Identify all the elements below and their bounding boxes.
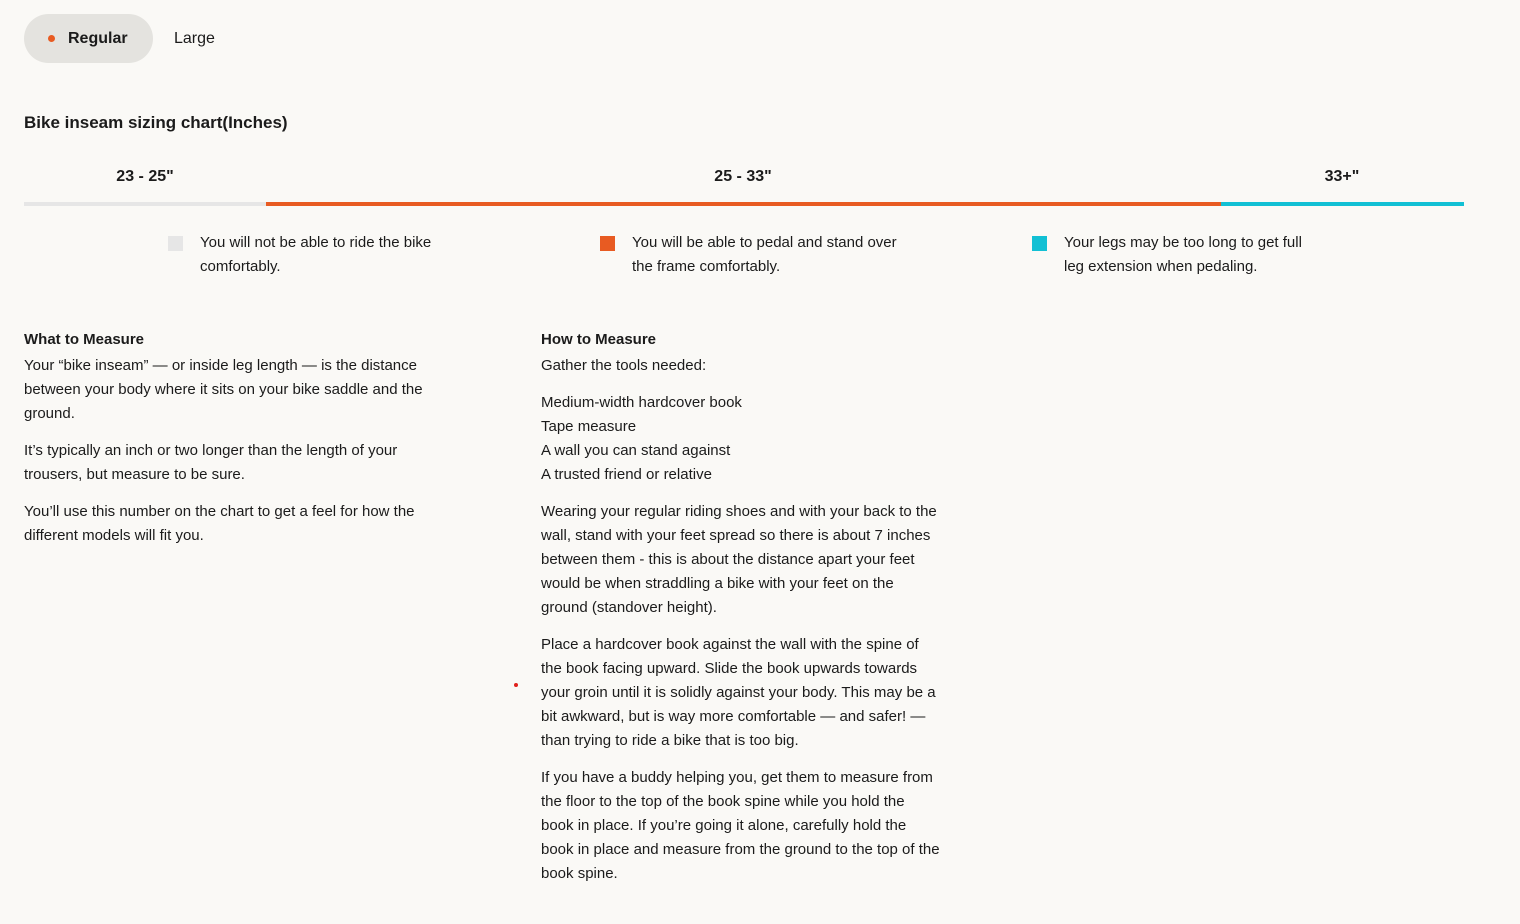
range-label-fit: 25 - 33" (714, 168, 772, 185)
legend-item-long (1032, 231, 1332, 279)
selected-dot-icon (48, 35, 55, 42)
legend-swatch-orange (600, 236, 615, 251)
legend-swatch-cyan (1032, 236, 1047, 251)
how-to-measure-section (541, 330, 941, 899)
range-segment-long (1221, 202, 1464, 206)
size-option-label: Regular (68, 29, 128, 47)
legend-item-fit (600, 231, 900, 279)
legend-text: Your legs may be too long to get full leg extension when pedaling. (1064, 234, 1302, 275)
legend-text: You will be able to pedal and stand over the frame comfortably. (632, 234, 897, 275)
how-to-measure-heading: How to Measure (541, 331, 657, 348)
range-bar (24, 202, 1464, 206)
range-label-long: 33+" (1324, 168, 1360, 185)
size-option-large[interactable] (161, 14, 237, 63)
what-to-measure-section (24, 330, 429, 561)
how-to-measure-step: Wearing your regular riding shoes and with your back to the wall, stand with your feet spread so there is about 7 inches between them - this is about the distance apart your feet would be when straddling a bike with your feet on the ground (standover height). (541, 503, 937, 616)
size-option-regular[interactable] (24, 14, 153, 63)
how-to-measure-step: If you have a buddy helping you, get them to measure from the floor to the top of the book spine while you hold the book in place. If you’re going it alone, carefully hold the book in place and measure from the ground to the top of the book spine. (541, 769, 940, 882)
tool-item: A wall you can stand against (541, 442, 731, 459)
tool-item: Medium-width hardcover book (541, 394, 742, 411)
cursor-dot-icon (514, 683, 518, 687)
tool-item: A trusted friend or relative (541, 466, 712, 483)
what-to-measure-paragraph: You’ll use this number on the chart to get a feel for how the different models will fit you. (24, 503, 415, 544)
tool-item: Tape measure (541, 418, 637, 435)
tools-list (541, 391, 941, 487)
what-to-measure-heading: What to Measure (24, 331, 145, 348)
what-to-measure-paragraph: It’s typically an inch or two longer than the length of your trousers, but measure to be sure. (24, 442, 398, 483)
range-segment-short (24, 202, 266, 206)
legend-item-short (168, 231, 468, 279)
how-to-measure-intro: Gather the tools needed: (541, 357, 707, 374)
range-label-short: 23 - 25" (116, 168, 174, 185)
legend-swatch-gray (168, 236, 183, 251)
size-option-label: Large (174, 29, 215, 47)
size-toggle (24, 14, 237, 63)
legend-text: You will not be able to ride the bike comfortably. (200, 234, 432, 275)
how-to-measure-step: Place a hardcover book against the wall with the spine of the book facing upward. Slide the book upwards towards your groin until it is solidly against your body. This may be a bit awkward, but is way more comfortable — and safer! — than trying to ride a bike that is too big. (541, 636, 936, 749)
range-segment-fit (266, 202, 1221, 206)
what-to-measure-paragraph: Your “bike inseam” — or inside leg length — is the distance between your body where it sits on your bike saddle and the ground. (24, 357, 423, 422)
chart-title: Bike inseam sizing chart(Inches) (24, 113, 288, 132)
